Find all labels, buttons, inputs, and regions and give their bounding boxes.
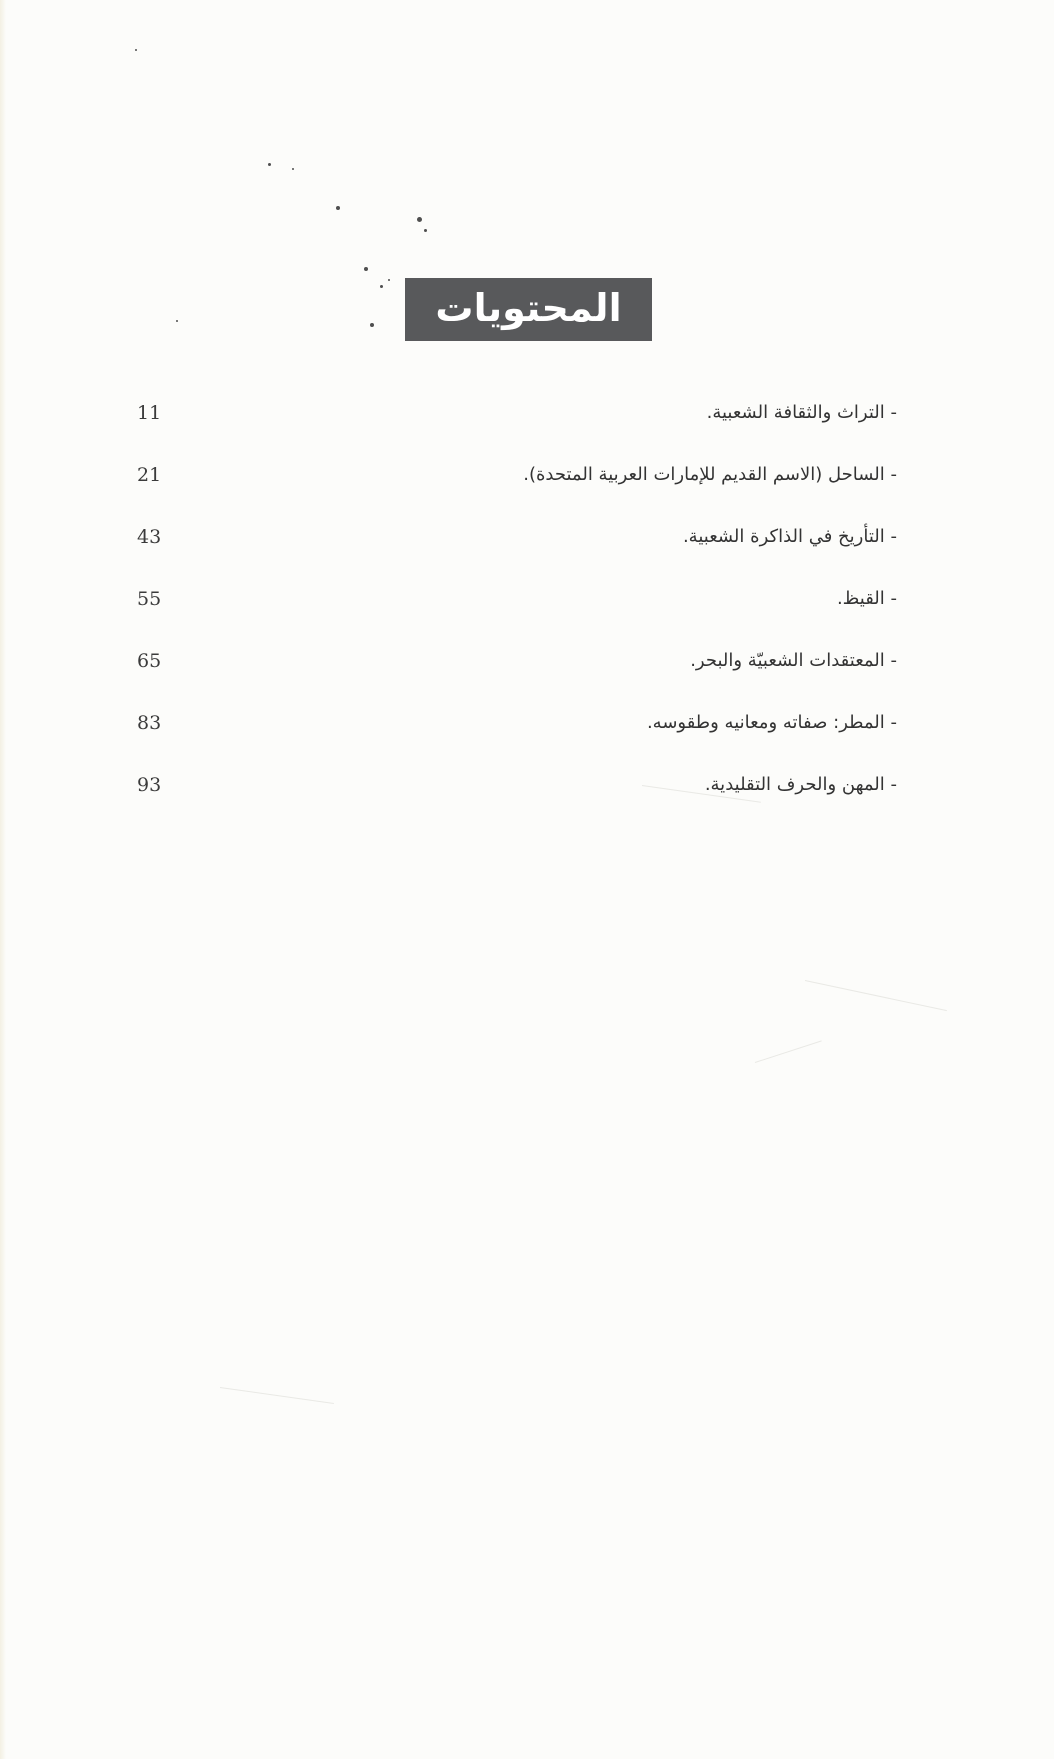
toc-item-page-number: 93 [137,774,162,796]
toc-item[interactable] [0,579,1054,619]
toc-item-title: - التراث والثقافة الشعبية. [706,402,897,423]
toc-item-title: - الساحل (الاسم القديم للإمارات العربية المتحدة). [523,464,897,485]
contents-heading: المحتويات [435,285,622,330]
toc-item-page-number: 21 [137,464,162,486]
toc-item[interactable] [0,765,1054,805]
toc-item-title: - القيظ. [836,588,897,609]
toc-item-title: - التأريخ في الذاكرة الشعبية. [682,526,897,547]
toc-item-page-number: 11 [137,402,162,424]
toc-item[interactable] [0,703,1054,743]
toc-item-title: - المطر: صفاته ومعانيه وطقوسه. [646,712,897,733]
toc-item[interactable] [0,641,1054,681]
toc-item-page-number: 43 [137,526,162,548]
toc-item-title: - المعتقدات الشعبيّة والبحر. [690,650,897,671]
toc-item-page-number: 65 [137,650,162,672]
toc-item-title: - المهن والحرف التقليدية. [704,774,897,795]
toc-item[interactable] [0,393,1054,433]
toc-item-page-number: 55 [137,588,162,610]
toc-item[interactable] [0,517,1054,557]
toc-item-page-number: 83 [137,712,162,734]
toc-item[interactable] [0,455,1054,495]
